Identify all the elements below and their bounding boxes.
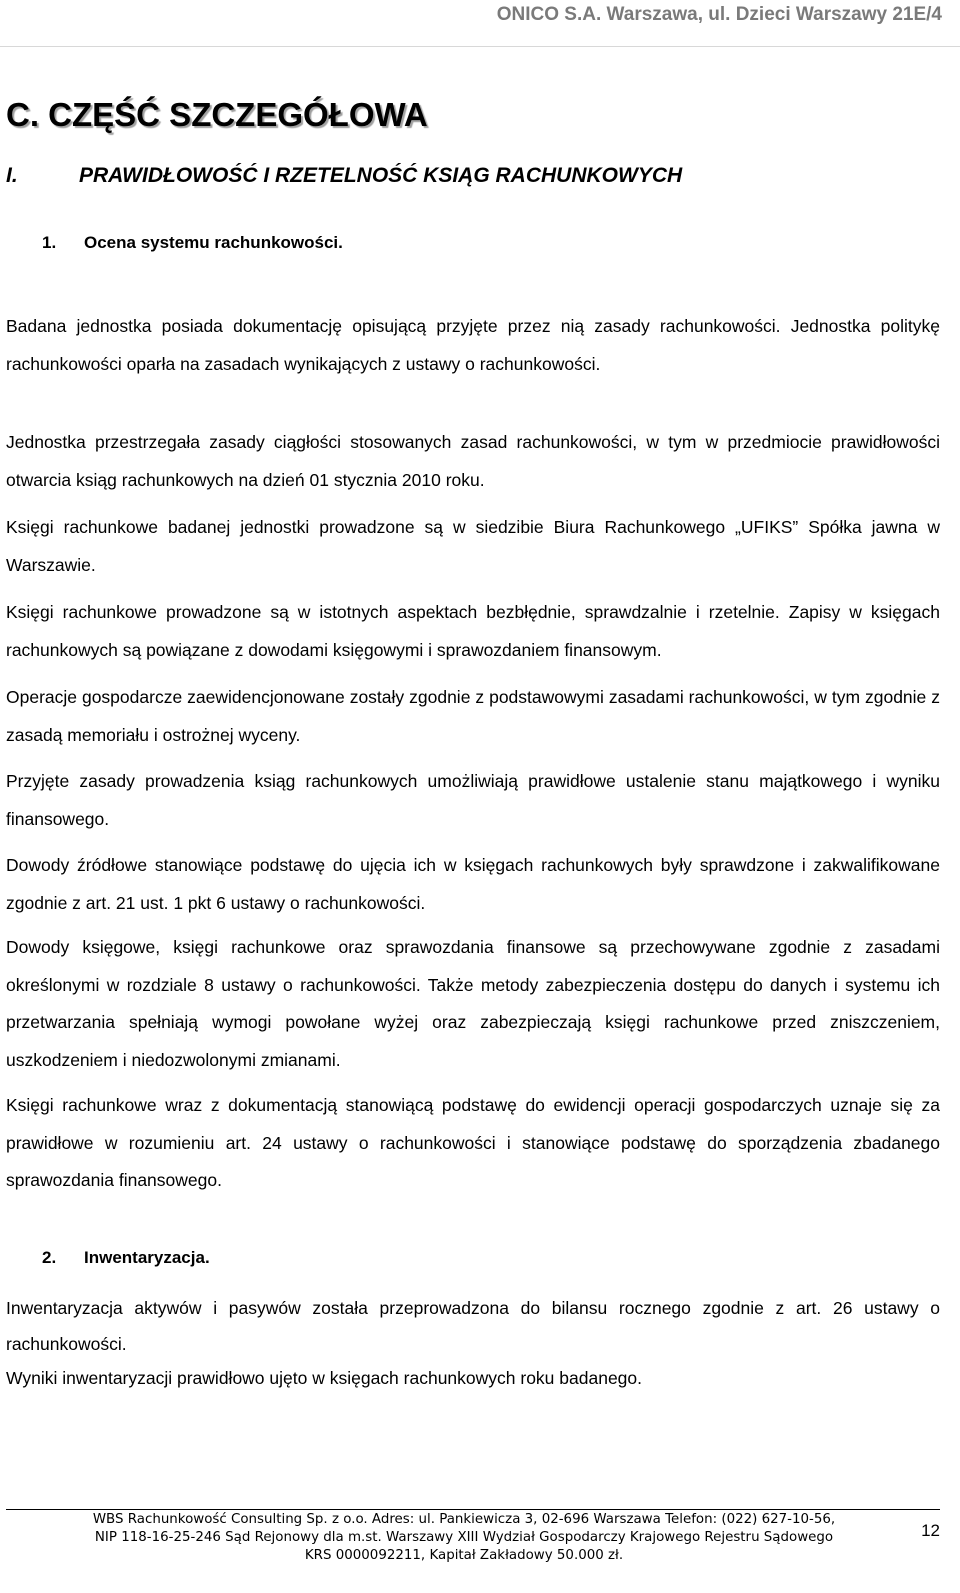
footer-divider (6, 1509, 940, 1510)
paragraph: Badana jednostka posiada dokumentację opisującą przyjęte przez nią zasady rachunkowości. Jednostka politykę rachunkowości oparła na zasadach wynikających z ustawy o rachunkowości. (6, 316, 940, 374)
chapter-title: PRAWIDŁOWOŚĆ I RZETELNOŚĆ KSIĄG RACHUNKOWYCH (79, 164, 683, 187)
footer-line: NIP 118-16-25-246 Sąd Rejonowy dla m.st. Warszawy XIII Wydział Gospodarczy Krajowego Rejestru Sądowego (94, 1530, 834, 1545)
subsection-number: 1. (42, 233, 57, 252)
chapter-heading (6, 164, 682, 188)
subsection-title: Inwentaryzacja. (84, 1248, 210, 1267)
subsection-number: 2. (42, 1248, 57, 1267)
footer-line: WBS Rachunkowość Consulting Sp. z o.o. Adres: ul. Pankiewicza 3, 02-696 Warszawa Telefon: (022) 627-10-56, (92, 1512, 836, 1527)
paragraph: Księgi rachunkowe wraz z dokumentacją stanowiącą podstawę do ewidencji operacji gospodarczych uznaje się za prawidłowe w rozumieniu art. 24 ustawy o rachunkowości i stanowiące podstawę do sporządzenia zbadanego sprawozdania finansowego. (6, 1095, 940, 1190)
paragraph: Operacje gospodarcze zaewidencjonowane zostały zgodnie z podstawowymi zasadami rachunkowości, w tym zgodnie z zasadą memoriału i ostrożnej wyceny. (6, 687, 940, 745)
paragraph: Dowody księgowe, księgi rachunkowe oraz sprawozdania finansowe są przechowywane zgodnie z zasadami określonymi w rozdziale 8 ustawy o rachunkowości. Także metody zabezpieczenia dostępu do danych i systemu ich przetwarzania spełniają wymogi powołane wyżej oraz zabezpieczają księgi rachunkowe przed zniszczeniem, uszkodzeniem i niedozwolonymi zmianami. (6, 937, 940, 1070)
header-company-line: ONICO S.A. Warszawa, ul. Dzieci Warszawy 21E/4 (496, 4, 942, 25)
footer-line: KRS 0000092211, Kapitał Zakładowy 50.000 zł. (304, 1548, 624, 1563)
subsection-heading-2 (42, 1248, 210, 1268)
page-number: 12 (921, 1521, 940, 1540)
paragraph: Księgi rachunkowe prowadzone są w istotnych aspektach bezbłędnie, sprawdzalnie i rzetelnie. Zapisy w księgach rachunkowych są powiązane z dowodami księgowymi i sprawozdaniem finansowym. (6, 602, 940, 660)
paragraph: Inwentaryzacja aktywów i pasywów została przeprowadzona do bilansu rocznego zgodnie z art. 26 ustawy o rachunkowości. (6, 1298, 940, 1354)
page-header (0, 0, 960, 47)
footer-company-info (44, 1511, 884, 1565)
subsection-title: Ocena systemu rachunkowości. (84, 233, 343, 252)
page-footer (0, 1509, 960, 1593)
paragraph: Wyniki inwentaryzacji prawidłowo ujęto w księgach rachunkowych roku badanego. (6, 1368, 642, 1388)
chapter-number: I. (6, 164, 18, 187)
paragraph: Księgi rachunkowe badanej jednostki prowadzone są w siedzibie Biura Rachunkowego „UFIKS” Spółka jawna w Warszawie. (6, 517, 940, 575)
paragraph: Jednostka przestrzegała zasady ciągłości stosowanych zasad rachunkowości, w tym w przedmiocie prawidłowości otwarcia ksiąg rachunkowych na dzień 01 stycznia 2010 roku. (6, 432, 940, 490)
paragraph: Przyjęte zasady prowadzenia ksiąg rachunkowych umożliwiają prawidłowe ustalenie stanu majątkowego i wyniku finansowego. (6, 771, 940, 829)
section-title: C. CZĘŚĆ SZCZEGÓŁOWA (6, 96, 428, 133)
paragraph: Dowody źródłowe stanowiące podstawę do ujęcia ich w księgach rachunkowych były sprawdzone i zakwalifikowane zgodnie z art. 21 ust. 1 pkt 6 ustawy o rachunkowości. (6, 855, 940, 913)
subsection-heading-1 (42, 233, 343, 253)
